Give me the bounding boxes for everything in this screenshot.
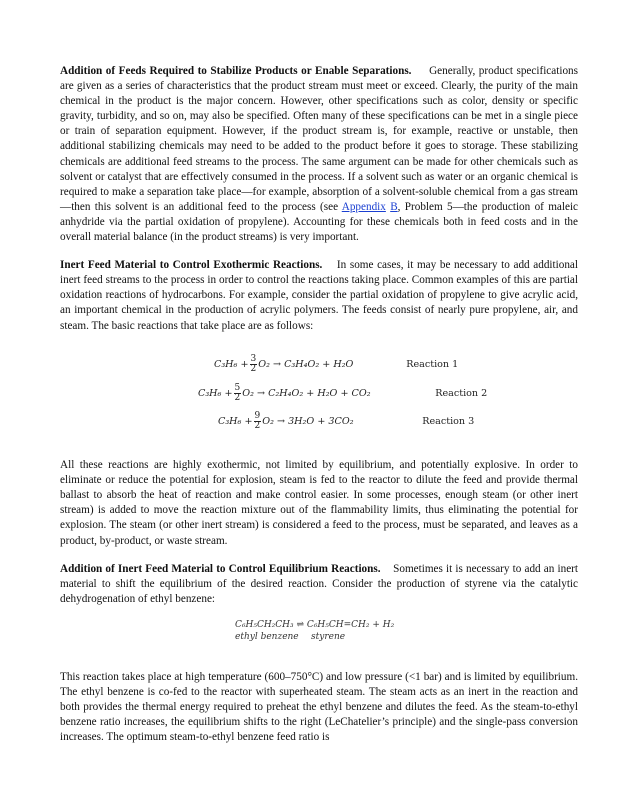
reaction-left: C₃H₆ +: [218, 416, 253, 428]
paragraph-text: This reaction takes place at high temperature (600–750°C) and low pressure (<1 bar) and is limited by equilibrium. The ethyl benzene is co-fed to the reactor with superheated steam. The steam acts as an inert in the reaction and both provides the thermal energy required to preheat the ethyl benzene and dilutes the feed. As the steam-to-ethyl benzene ratio increases, the equilibrium shifts to the right (LeChatelier’s principle) and the single-pass conversion increases. The optimum steam-to-ethyl benzene feed ratio is: [60, 670, 578, 744]
reaction-right: O₂ → 3H₂O + 3CO₂: [262, 416, 354, 428]
reaction-fraction: [254, 412, 262, 431]
styrene-reaction: [60, 619, 578, 643]
paragraph-text: Generally, product specifications are given as a series of characteristics that the product stream must meet or exceed. Clearly, the purity of the main chemical in the product is the major concern. However, other specifications such as color, density or specific gravity, turbidity, and so on, may also be specified. Often many of these specifications can be met in a single piece or train of separation equipment. However, if the product stream is, for example, reactive or unstable, then additional stabilizing chemicals may need to be added to the product before it goes to storage. These stabilizing chemicals are additional feed streams to the process. The same argument can be made for other chemicals such as solvent or catalyst that are effectively consumed in the process. If a solvent such as water or an organic chemical is required to make a separation take place—for example, absorption of a solvent-soluble chemical from a gas stream—then this solvent is an additional feed to the process (see: [60, 65, 578, 213]
reaction-row: [198, 379, 578, 408]
appendix-link[interactable]: Appendix: [341, 200, 386, 213]
paragraph-inert-equilibrium: [60, 562, 578, 607]
appendix-b-link[interactable]: B: [390, 200, 398, 213]
paragraph-inert-exothermic: [60, 258, 578, 333]
reactant-name: ethyl benzene: [235, 631, 299, 642]
reaction-fraction: [234, 384, 242, 403]
paragraph-styrene-conditions: [60, 670, 578, 745]
reaction-label: Reaction 1: [406, 359, 459, 371]
heading-inert-exothermic: Inert Feed Material to Control Exothermic Reactions.: [60, 259, 323, 272]
paragraph-exothermic-explanation: [60, 458, 578, 549]
fraction-numerator: 9: [254, 411, 261, 422]
fraction-numerator: 3: [250, 354, 257, 365]
reaction-label: Reaction 2: [435, 387, 488, 399]
paragraph-text: Sometimes it is necessary to add an inert material to shift the equilibrium of the desired reaction. Consider the production of styrene via the catalytic dehydrogenation of ethyl benzene:: [60, 562, 578, 605]
paragraph-text: , Problem 5—the production of maleic anhydride via the partial oxidation of propylene). Accounting for these chemicals both in feed costs and in the overall material balance (in the product streams) is very important.: [60, 200, 579, 244]
heading-inert-equilibrium: Addition of Inert Feed Material to Control Equilibrium Reactions.: [60, 562, 381, 575]
reaction-right: O₂ → C₂H₄O₂ + H₂O + CO₂: [242, 387, 371, 399]
paragraph-stabilize-products: [60, 64, 578, 245]
reaction-label: Reaction 3: [422, 416, 475, 428]
reaction-row: [214, 351, 578, 380]
paragraph-text: All these reactions are highly exothermic, not limited by equilibrium, and potentially explosive. In order to eliminate or reduce the potential for explosion, steam is fed to the reactor to dilute the feed and provide thermal ballast to absorb the heat of reaction and make control easier. In some processes, enough steam (or other inert stream) is added to move the reaction mixture out of the flammability limits, thus eliminating the potential for explosion. The steam (or other inert stream) is considered a feed to the process, must be separated, and leaves as a product, by-product, or waste stream.: [60, 459, 578, 547]
paragraph-text: In some cases, it may be necessary to add additional inert feed streams to the process in order to control the reactions taking place. Common examples of this are partial oxidation reactions of hydrocarbons. For example, consider the partial oxidation of propylene to give acrylic acid, an important chemical in the production of acrylic polymers. The feeds consist of nearly pure propylene, air, and steam. The basic reactions that take place are as follows:: [60, 259, 579, 332]
heading-stabilize-products: Addition of Feeds Required to Stabilize Products or Enable Separations.: [60, 65, 412, 77]
document-page: [60, 64, 578, 745]
reaction-fraction: [250, 355, 258, 374]
reaction-equations: [60, 351, 578, 437]
reaction-left: C₃H₆ +: [198, 387, 233, 399]
fraction-denominator: 2: [250, 364, 257, 375]
styrene-compound-names: [235, 631, 578, 643]
product-name: styrene: [311, 631, 346, 642]
reaction-right: O₂ → C₃H₄O₂ + H₂O: [258, 359, 354, 371]
styrene-equation: C₆H₅CH₂CH₃ ⇌ C₆H₅CH=CH₂ + H₂: [235, 619, 395, 630]
fraction-numerator: 5: [234, 382, 241, 393]
reaction-row: [218, 408, 578, 437]
fraction-denominator: 2: [234, 392, 241, 403]
reaction-left: C₃H₆ +: [214, 359, 249, 371]
fraction-denominator: 2: [254, 421, 261, 432]
